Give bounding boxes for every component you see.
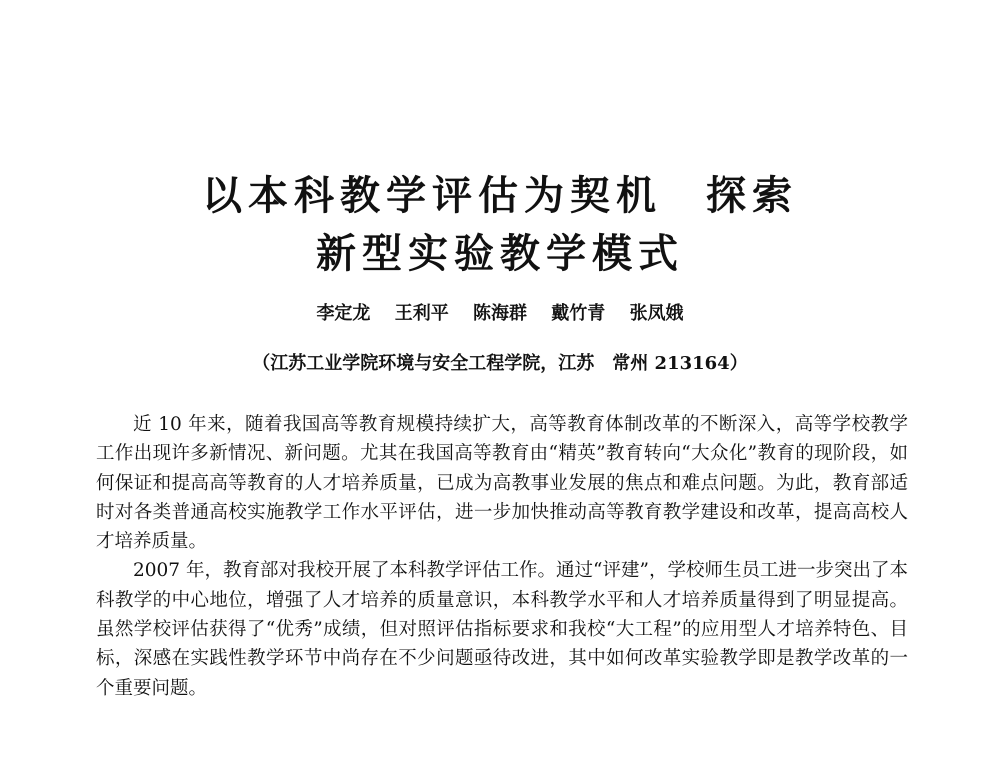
author-name: 戴竹青 [551,303,606,324]
author-name: 张凤娥 [629,303,684,324]
body-paragraph-1: 近 10 年来，随着我国高等教育规模持续扩大，高等教育体制改革的不断深入，高等学校教学工作出现许多新情况、新问题。尤其在我国高等教育由“精英”教育转向“大众化”教育的现阶段，如何保证和提高高等教育的人才培养质量，已成为高教事业发展的焦点和难点问题。为此，教育部适时对各类普通高校实施教学工作水平评估，进一步加快推动高等教育教学建设和改革，提高高校人才培养质量。 [96,414,908,553]
author-list [0,302,1000,326]
article-title-part-2: 探索 [706,172,798,219]
author-name: 王利平 [394,303,449,324]
author-name: 李定龙 [316,303,371,324]
article-body [96,410,908,703]
article-title-part-1: 以本科教学评估为契机 [202,172,662,219]
author-name: 陈海群 [473,303,527,324]
author-affiliation: （江苏工业学院环境与安全工程学院，江苏 常州 213164） [252,353,748,374]
article-title-line-1 [0,172,1000,220]
article-title-line-2: 新型实验教学模式 [316,230,684,277]
body-paragraph-2: 2007 年，教育部对我校开展了本科教学评估工作。通过“评建”，学校师生员工进一步突出了本科教学的中心地位，增强了人才培养的质量意识，本科教学水平和人才培养质量得到了明显提高。虽然学校评估获得了“优秀”成绩，但对照评估指标要求和我校“大工程”的应用型人才培养特色、目标，深感在实践性教学环节中尚存在不少问题亟待改进，其中如何改革实验教学即是教学改革的一个重要问题。 [96,560,908,699]
